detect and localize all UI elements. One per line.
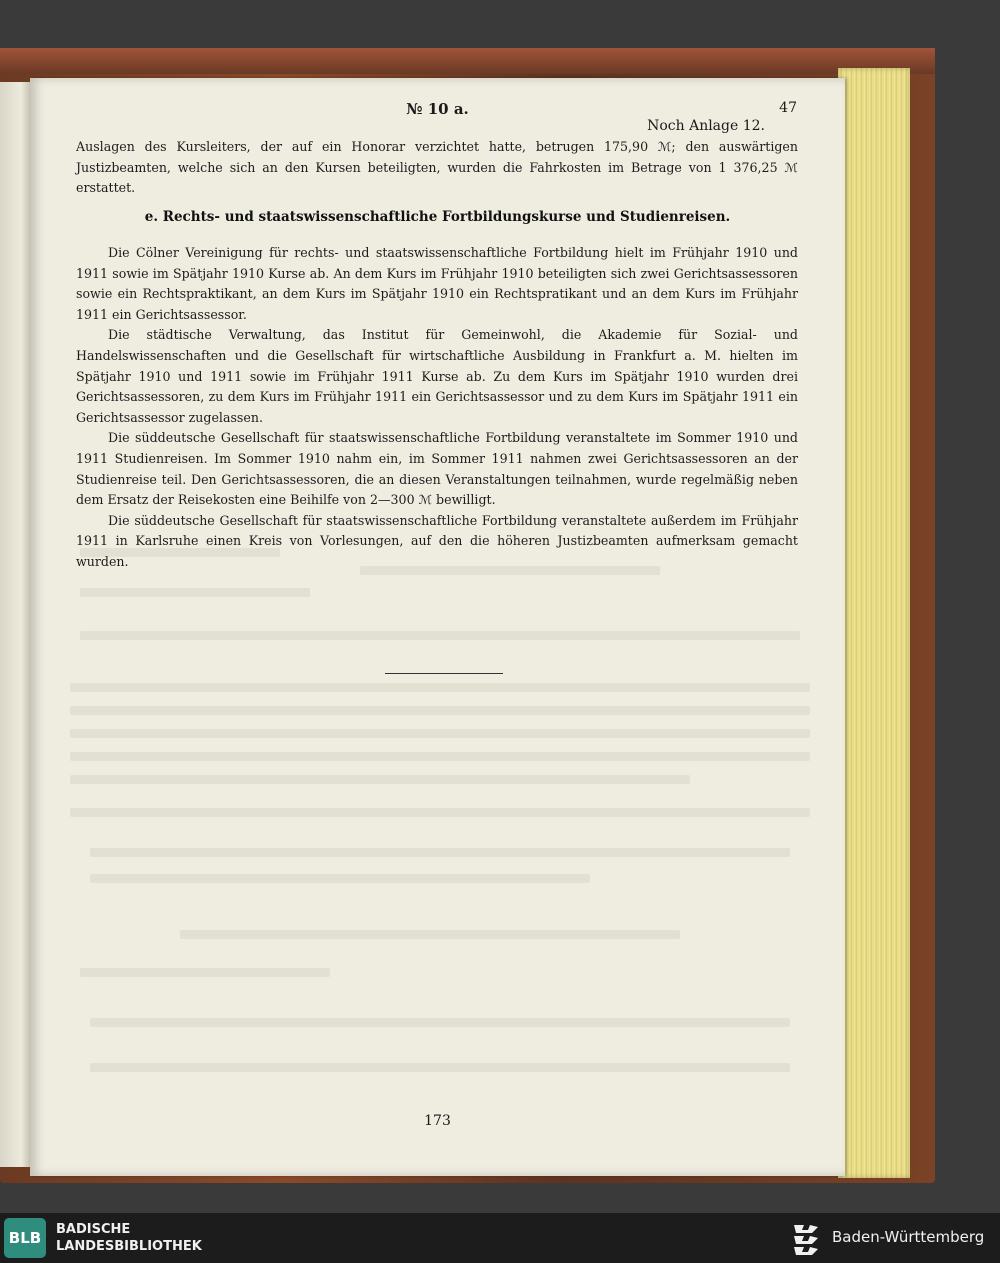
bleed-through [360, 566, 660, 575]
intro-paragraph [76, 137, 798, 199]
bleed-through [70, 729, 810, 738]
paragraph: Die süddeutsche Gesellschaft für staatswissenschaftliche Fortbildung veranstaltete außerdem im Frühjahr 1911 in Karlsruhe einen Kreis von Vorlesungen, auf den die höheren Justizbeamten aufmerksam gemacht wurden. [76, 512, 798, 569]
bleed-through [70, 752, 810, 761]
bleed-through [70, 775, 690, 784]
bleed-through [80, 968, 330, 977]
bleed-through [70, 683, 810, 692]
bleed-through [90, 874, 590, 883]
bleed-through [80, 588, 310, 597]
state-name[interactable]: Baden-Württemberg [832, 1228, 985, 1246]
bleed-through [90, 1018, 790, 1027]
page-number: 47 [779, 100, 797, 116]
divider-rule [385, 673, 503, 674]
paragraph: Die süddeutsche Gesellschaft für staatswissenschaftliche Fortbildung veranstaltete im Sommer 1910 und 1911 Studienreisen. Im Sommer 1910 nahm ein, im Sommer 1911 nahmen zwei Gerichtsassessoren an der Studienreise teil. Den Gerichtsassessoren, die an diesen Veranstaltungen teilnahmen, wurde regelmäßig neben dem Ersatz der Reisekosten eine Beihilfe von 2—300 ℳ bewilligt. [76, 430, 798, 508]
bleed-through [90, 848, 790, 857]
paragraph: Die städtische Verwaltung, das Institut für Gemeinwohl, die Akademie für Sozial- und Handelswissenschaften und die Gesellschaft für wirtschaftliche Ausbildung in Frankfurt a. M. hielten im Spätjahr 1910 und 1911 sowie im Frühjahr 1911 Kurse ab. Zu dem Kurs im Spätjahr 1910 wurden drei Gerichtsassessoren, zu dem Kurs im Frühjahr 1911 ein Gerichtsassessor und zu dem Kurs im Spätjahr 1911 ein Gerichtsassessor zugelassen. [76, 327, 798, 425]
library-name-line1: BADISCHE [56, 1222, 131, 1237]
bleed-through [90, 1063, 790, 1072]
library-name-line2: LANDESBIBLIOTHEK [56, 1239, 202, 1254]
page-header-number: № 10 a. [406, 100, 469, 118]
bleed-through [180, 930, 680, 939]
left-page-sliver [0, 82, 30, 1167]
footer-page-number: 173 [424, 1113, 451, 1129]
bottom-banner [0, 1213, 1000, 1263]
library-name[interactable] [56, 1221, 202, 1255]
bleed-through [70, 808, 810, 817]
baden-wuerttemberg-lions-icon [790, 1221, 822, 1255]
blb-logo[interactable]: BLB [4, 1218, 46, 1258]
book-cover-top-edge [0, 48, 935, 74]
paragraph: Die Cölner Vereinigung für rechts- und staatswissenschaftliche Fortbildung hielt im Frühjahr 1910 und 1911 sowie im Spätjahr 1910 Kurse ab. An dem Kurs im Frühjahr 1910 beteiligten sich zwei Gerichtsassessoren sowie ein Rechtspraktikant, an dem Kurs im Spätjahr 1910 ein Rechtspratikant und an dem Kurs im Frühjahr 1911 ein Gerichtsassessor. [76, 245, 798, 322]
section-body [76, 243, 798, 573]
bleed-through [80, 548, 280, 557]
page-edges [838, 68, 910, 1178]
annex-label: Noch Anlage 12. [647, 118, 765, 134]
section-heading: e. Rechts- und staatswissenschaftliche Fortbildungskurse und Studienreisen. [144, 209, 731, 225]
bleed-through [80, 631, 800, 640]
intro-text: Auslagen des Kursleiters, der auf ein Honorar verzichtet hatte, betrugen 175,90 ℳ; den auswärtigen Justizbeamten, welche sich an den Kursen beteiligten, wurden die Fahrkosten im Betrage von 1 376,25 ℳ erstattet. [76, 139, 798, 196]
book-page [30, 78, 845, 1176]
bleed-through [70, 706, 810, 715]
